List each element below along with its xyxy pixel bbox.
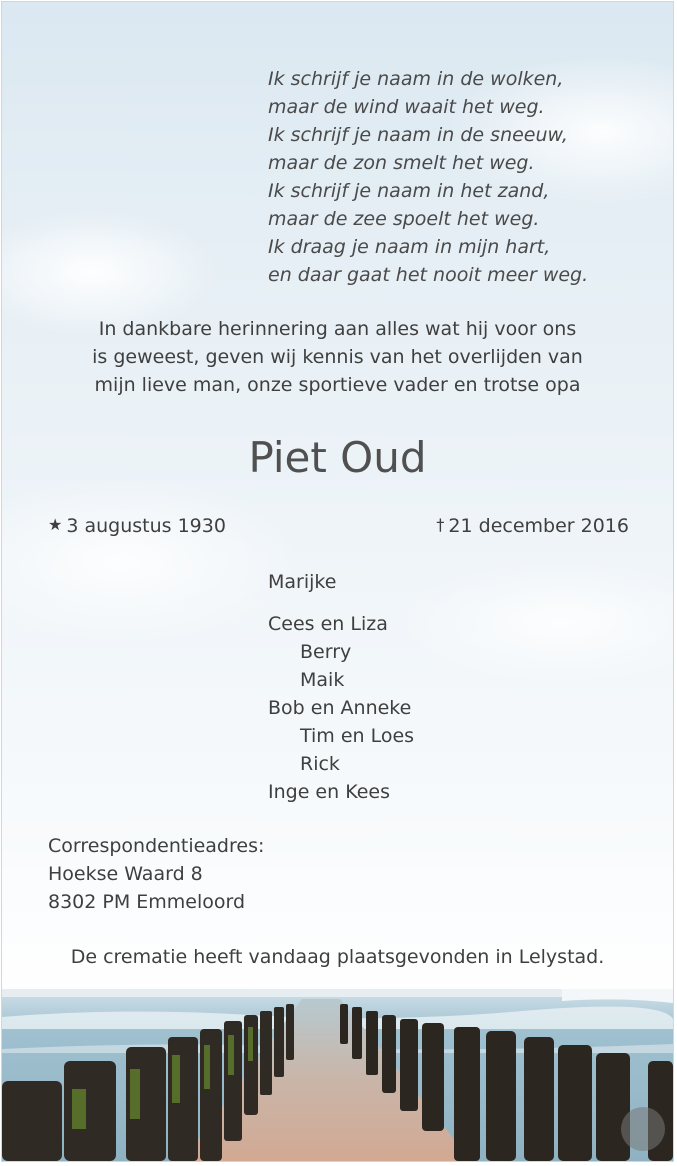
announcement-text (2, 315, 673, 399)
child-names: Cees en Liza (268, 613, 388, 635)
announcement-line: is geweest, geven wij kennis van het overlijden van (92, 346, 583, 368)
correspondence-address (48, 832, 264, 916)
spouse-name: Marijke (268, 571, 337, 593)
death-date-text: 21 december 2016 (448, 515, 629, 537)
birth-date (48, 512, 226, 541)
announcement-line: In dankbare herinnering aan alles wat hij voor ons (98, 318, 577, 340)
deceased-name: Piet Oud (248, 433, 427, 482)
poem-line: maar de zee spoelt het weg. (268, 208, 540, 230)
grandchild-name: Maik (300, 669, 345, 691)
cremation-note: De crematie heeft vandaag plaatsgevonden in Lelystad. (70, 946, 605, 968)
address-city: 8302 PM Emmeloord (48, 891, 246, 913)
poem-line: Ik schrijf je naam in de wolken, (268, 68, 564, 90)
poem (268, 65, 588, 289)
address-street: Hoekse Waard 8 (48, 863, 203, 885)
obituary-card (1, 1, 674, 1162)
birth-date-text: 3 augustus 1930 (66, 515, 226, 537)
child-names: Inge en Kees (268, 781, 390, 803)
death-date (436, 512, 629, 541)
family-list (268, 568, 414, 806)
child-names: Bob en Anneke (268, 697, 412, 719)
grandchild-name: Berry (300, 641, 352, 663)
star-icon: ★ (48, 515, 63, 534)
beach-groynes-photo (2, 989, 673, 1161)
announcement-line: mijn lieve man, onze sportieve vader en trotse opa (94, 374, 581, 396)
poem-line: Ik draag je naam in mijn hart, (268, 236, 551, 258)
poem-line: maar de zon smelt het weg. (268, 152, 535, 174)
poem-line: maar de wind waait het weg. (268, 96, 545, 118)
cross-icon: † (436, 515, 445, 534)
poem-line: Ik schrijf je naam in de sneeuw, (268, 124, 568, 146)
poem-line: en daar gaat het nooit meer weg. (268, 264, 589, 286)
address-label: Correspondentieadres: (48, 835, 265, 857)
grandchild-name: Tim en Loes (300, 725, 415, 747)
poem-line: Ik schrijf je naam in het zand, (268, 180, 550, 202)
grandchild-name: Rick (300, 753, 340, 775)
watermark-logo-icon (621, 1107, 665, 1151)
